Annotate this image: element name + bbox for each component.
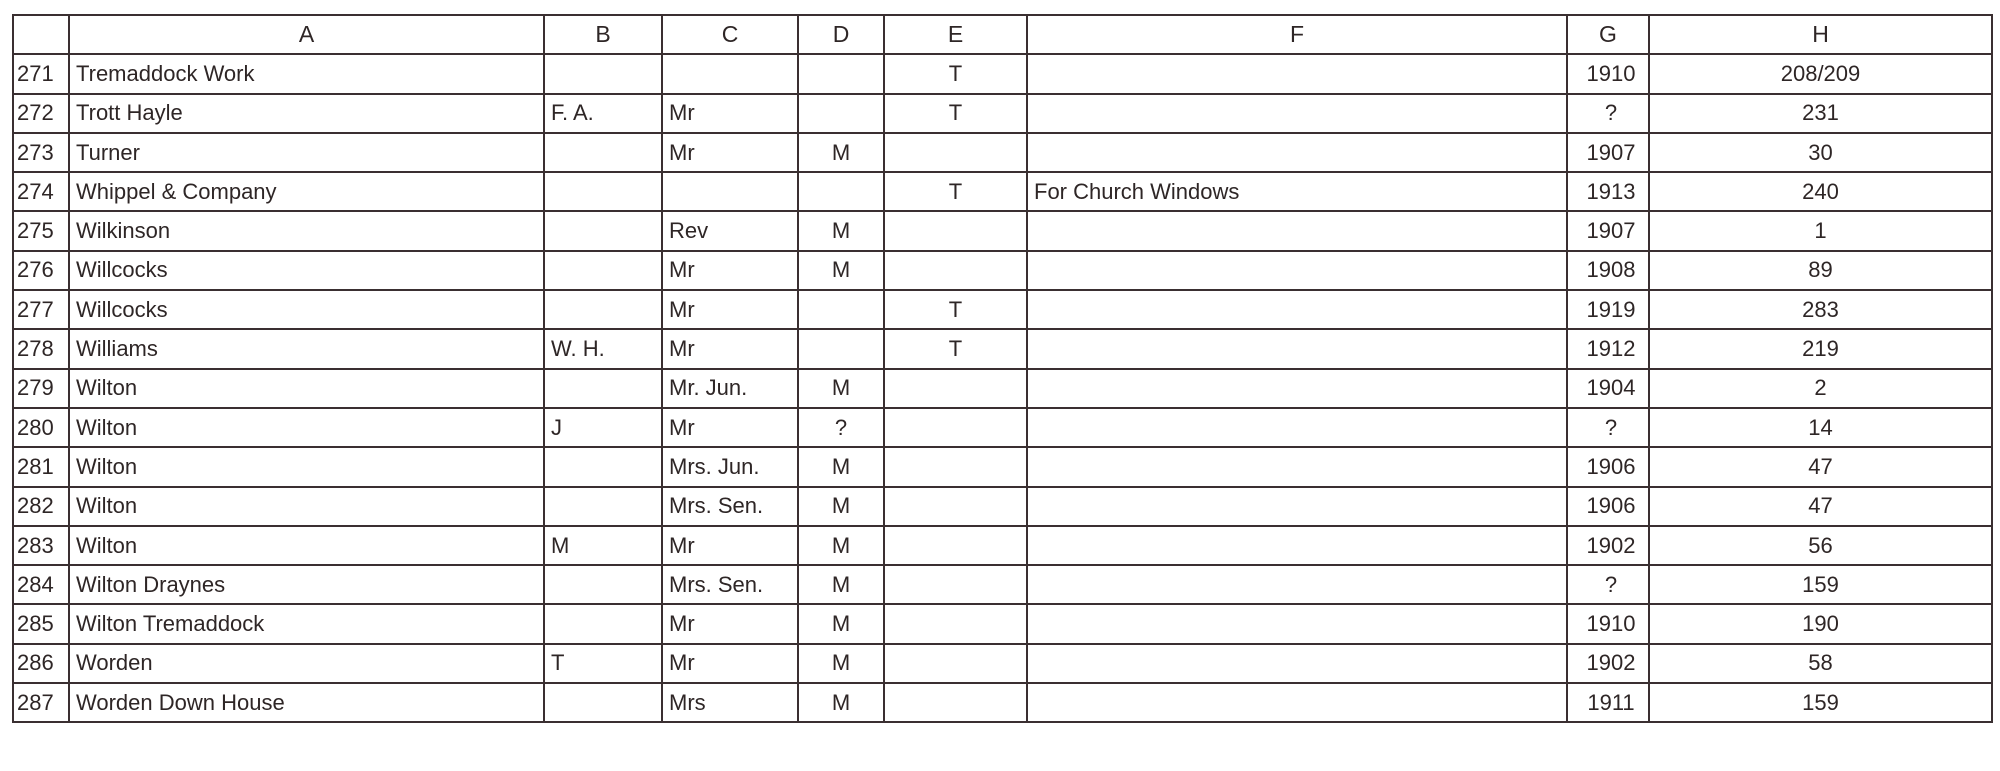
cell-h[interactable]: 219 [1649, 329, 1992, 368]
cell-d[interactable] [798, 94, 884, 133]
cell-h[interactable]: 58 [1649, 644, 1992, 683]
cell-d[interactable] [798, 54, 884, 93]
cell-c[interactable]: Mrs. Sen. [662, 565, 798, 604]
cell-f[interactable] [1027, 487, 1567, 526]
table-row [13, 369, 1992, 408]
row-number[interactable]: 287 [13, 683, 69, 722]
cell-c[interactable]: Mr [662, 94, 798, 133]
cell-a[interactable]: Turner [69, 133, 544, 172]
cell-b[interactable] [544, 251, 662, 290]
cell-d[interactable] [798, 172, 884, 211]
table-row [13, 604, 1992, 643]
cell-h[interactable]: 30 [1649, 133, 1992, 172]
cell-e[interactable] [884, 133, 1027, 172]
cell-c[interactable]: Mr [662, 408, 798, 447]
cell-b[interactable] [544, 683, 662, 722]
row-number[interactable]: 281 [13, 447, 69, 486]
cell-f[interactable]: For Church Windows [1027, 172, 1567, 211]
cell-b[interactable] [544, 54, 662, 93]
cell-c[interactable] [662, 172, 798, 211]
cell-b[interactable]: T [544, 644, 662, 683]
cell-a[interactable]: Wilton [69, 526, 544, 565]
cell-h[interactable]: 231 [1649, 94, 1992, 133]
cell-a[interactable]: Worden [69, 644, 544, 683]
cell-a[interactable]: Wilton Tremaddock [69, 604, 544, 643]
column-header-f[interactable]: F [1027, 15, 1567, 54]
column-header-c[interactable]: C [662, 15, 798, 54]
table-body [13, 54, 1992, 722]
cell-b[interactable] [544, 172, 662, 211]
cell-a[interactable]: Wilton [69, 369, 544, 408]
column-header-row [13, 15, 1992, 54]
column-header-b[interactable]: B [544, 15, 662, 54]
cell-h[interactable]: 240 [1649, 172, 1992, 211]
table-row [13, 565, 1992, 604]
cell-a[interactable]: Williams [69, 329, 544, 368]
cell-e[interactable] [884, 487, 1027, 526]
cell-c[interactable]: Mr [662, 251, 798, 290]
table-row [13, 683, 1992, 722]
cell-b[interactable]: J [544, 408, 662, 447]
cell-f[interactable] [1027, 565, 1567, 604]
cell-b[interactable] [544, 447, 662, 486]
cell-g[interactable]: 1910 [1567, 54, 1649, 93]
row-number[interactable]: 276 [13, 251, 69, 290]
cell-a[interactable]: Wilton [69, 487, 544, 526]
cell-c[interactable]: Rev [662, 211, 798, 250]
cell-e[interactable] [884, 251, 1027, 290]
cell-f[interactable] [1027, 408, 1567, 447]
cell-f[interactable] [1027, 526, 1567, 565]
table-row [13, 251, 1992, 290]
cell-f[interactable] [1027, 54, 1567, 93]
column-header-h[interactable]: H [1649, 15, 1992, 54]
table-row [13, 487, 1992, 526]
row-number[interactable]: 271 [13, 54, 69, 93]
row-number[interactable]: 283 [13, 526, 69, 565]
cell-a[interactable]: Wilton [69, 408, 544, 447]
cell-g[interactable]: 1902 [1567, 526, 1649, 565]
cell-d[interactable]: M [798, 644, 884, 683]
cell-e[interactable] [884, 683, 1027, 722]
table-row [13, 644, 1992, 683]
cell-b[interactable] [544, 565, 662, 604]
row-number[interactable]: 274 [13, 172, 69, 211]
cell-d[interactable]: M [798, 447, 884, 486]
cell-b[interactable]: F. A. [544, 94, 662, 133]
cell-h[interactable]: 47 [1649, 447, 1992, 486]
cell-b[interactable] [544, 604, 662, 643]
table-row [13, 94, 1992, 133]
cell-f[interactable] [1027, 369, 1567, 408]
cell-d[interactable]: M [798, 565, 884, 604]
column-header-g[interactable]: G [1567, 15, 1649, 54]
cell-h[interactable]: 14 [1649, 408, 1992, 447]
cell-g[interactable]: 1910 [1567, 604, 1649, 643]
cell-g[interactable]: 1919 [1567, 290, 1649, 329]
cell-c[interactable] [662, 54, 798, 93]
cell-e[interactable]: T [884, 94, 1027, 133]
cell-f[interactable] [1027, 251, 1567, 290]
table-row [13, 54, 1992, 93]
row-number[interactable]: 272 [13, 94, 69, 133]
cell-f[interactable] [1027, 211, 1567, 250]
cell-d[interactable]: M [798, 604, 884, 643]
cell-e[interactable]: T [884, 290, 1027, 329]
cell-g[interactable]: 1904 [1567, 369, 1649, 408]
spreadsheet-table [12, 14, 1993, 723]
cell-e[interactable] [884, 526, 1027, 565]
cell-d[interactable]: M [798, 211, 884, 250]
cell-d[interactable]: ? [798, 408, 884, 447]
cell-b[interactable]: M [544, 526, 662, 565]
table-row [13, 133, 1992, 172]
cell-a[interactable]: Willcocks [69, 290, 544, 329]
cell-f[interactable] [1027, 290, 1567, 329]
cell-d[interactable]: M [798, 487, 884, 526]
cell-d[interactable]: M [798, 133, 884, 172]
cell-b[interactable] [544, 133, 662, 172]
cell-e[interactable] [884, 408, 1027, 447]
cell-f[interactable] [1027, 329, 1567, 368]
cell-c[interactable]: Mr [662, 290, 798, 329]
column-header-a[interactable]: A [69, 15, 544, 54]
cell-h[interactable]: 159 [1649, 565, 1992, 604]
cell-e[interactable] [884, 565, 1027, 604]
cell-d[interactable]: M [798, 526, 884, 565]
cell-c[interactable]: Mr [662, 526, 798, 565]
cell-b[interactable] [544, 290, 662, 329]
cell-g[interactable]: 1902 [1567, 644, 1649, 683]
cell-f[interactable] [1027, 604, 1567, 643]
column-header-e[interactable]: E [884, 15, 1027, 54]
cell-g[interactable]: 1913 [1567, 172, 1649, 211]
table-row [13, 211, 1992, 250]
table-row [13, 447, 1992, 486]
table-row [13, 526, 1992, 565]
cell-d[interactable]: M [798, 683, 884, 722]
cell-h[interactable]: 56 [1649, 526, 1992, 565]
row-number[interactable]: 280 [13, 408, 69, 447]
cell-c[interactable]: Mr [662, 329, 798, 368]
cell-h[interactable]: 1 [1649, 211, 1992, 250]
cell-e[interactable] [884, 447, 1027, 486]
cell-e[interactable]: T [884, 329, 1027, 368]
cell-c[interactable]: Mr [662, 133, 798, 172]
cell-a[interactable]: Willcocks [69, 251, 544, 290]
cell-c[interactable]: Mr. Jun. [662, 369, 798, 408]
row-number[interactable]: 278 [13, 329, 69, 368]
cell-b[interactable] [544, 487, 662, 526]
cell-f[interactable] [1027, 94, 1567, 133]
cell-g[interactable]: 1906 [1567, 487, 1649, 526]
cell-h[interactable]: 159 [1649, 683, 1992, 722]
cell-e[interactable]: T [884, 172, 1027, 211]
cell-c[interactable]: Mr [662, 604, 798, 643]
row-number[interactable]: 284 [13, 565, 69, 604]
cell-c[interactable]: Mr [662, 644, 798, 683]
cell-g[interactable]: ? [1567, 94, 1649, 133]
cell-g[interactable]: 1908 [1567, 251, 1649, 290]
table-row [13, 172, 1992, 211]
cell-f[interactable] [1027, 447, 1567, 486]
cell-e[interactable] [884, 604, 1027, 643]
cell-a[interactable]: Worden Down House [69, 683, 544, 722]
cell-e[interactable] [884, 369, 1027, 408]
row-number[interactable]: 286 [13, 644, 69, 683]
cell-h[interactable]: 89 [1649, 251, 1992, 290]
cell-h[interactable]: 283 [1649, 290, 1992, 329]
cell-b[interactable]: W. H. [544, 329, 662, 368]
cell-c[interactable]: Mrs. Jun. [662, 447, 798, 486]
table-row [13, 408, 1992, 447]
cell-g[interactable]: ? [1567, 565, 1649, 604]
cell-h[interactable]: 208/209 [1649, 54, 1992, 93]
cell-e[interactable] [884, 211, 1027, 250]
cell-d[interactable]: M [798, 251, 884, 290]
cell-g[interactable]: 1907 [1567, 211, 1649, 250]
cell-d[interactable]: M [798, 369, 884, 408]
cell-f[interactable] [1027, 133, 1567, 172]
cell-g[interactable]: 1912 [1567, 329, 1649, 368]
column-header-d[interactable]: D [798, 15, 884, 54]
cell-b[interactable] [544, 369, 662, 408]
cell-g[interactable]: 1907 [1567, 133, 1649, 172]
row-number[interactable]: 275 [13, 211, 69, 250]
cell-b[interactable] [544, 211, 662, 250]
cell-e[interactable] [884, 644, 1027, 683]
cell-a[interactable]: Wilton Draynes [69, 565, 544, 604]
cell-e[interactable]: T [884, 54, 1027, 93]
cell-g[interactable]: ? [1567, 408, 1649, 447]
row-number[interactable]: 277 [13, 290, 69, 329]
cell-d[interactable] [798, 290, 884, 329]
cell-g[interactable]: 1906 [1567, 447, 1649, 486]
row-number[interactable]: 279 [13, 369, 69, 408]
cell-a[interactable]: Wilkinson [69, 211, 544, 250]
cell-d[interactable] [798, 329, 884, 368]
corner-cell[interactable] [13, 15, 69, 54]
cell-a[interactable]: Trott Hayle [69, 94, 544, 133]
row-number[interactable]: 285 [13, 604, 69, 643]
cell-a[interactable]: Tremaddock Work [69, 54, 544, 93]
cell-f[interactable] [1027, 683, 1567, 722]
cell-c[interactable]: Mrs. Sen. [662, 487, 798, 526]
table-row [13, 329, 1992, 368]
cell-h[interactable]: 47 [1649, 487, 1992, 526]
cell-a[interactable]: Wilton [69, 447, 544, 486]
cell-c[interactable]: Mrs [662, 683, 798, 722]
cell-g[interactable]: 1911 [1567, 683, 1649, 722]
row-number[interactable]: 273 [13, 133, 69, 172]
cell-h[interactable]: 2 [1649, 369, 1992, 408]
cell-f[interactable] [1027, 644, 1567, 683]
table-row [13, 290, 1992, 329]
cell-h[interactable]: 190 [1649, 604, 1992, 643]
row-number[interactable]: 282 [13, 487, 69, 526]
cell-a[interactable]: Whippel & Company [69, 172, 544, 211]
